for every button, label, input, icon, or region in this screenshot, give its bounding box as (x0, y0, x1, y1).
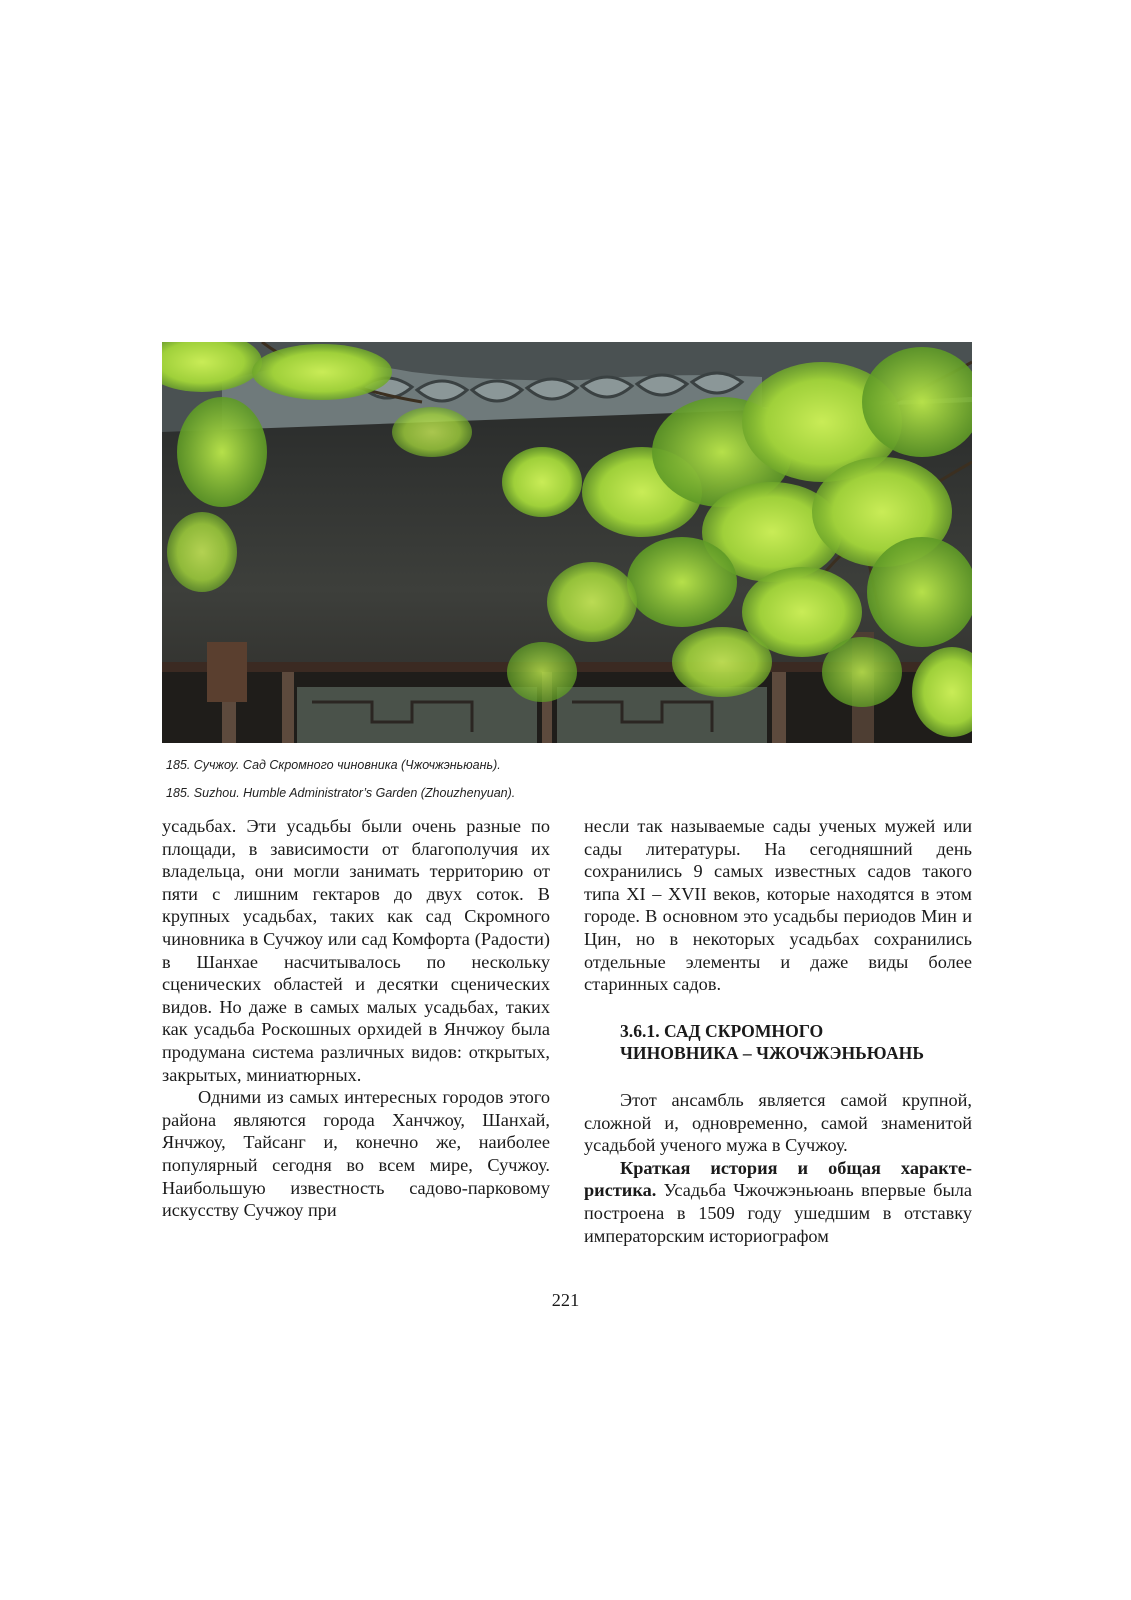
paragraph: несли так называемые сады ученых мужей или сады литературы. На сегодняшний день сохранились 9 самых известных садов такого типа XI – XVII веков, которые находятся в этом городе. В основном это усадьбы периодов Мин и Цин, но в некоторых усадьбах сохранились отдельные элементы и даже виды более старинных садов. (584, 816, 972, 995)
paragraph: Одними из самых интересных городов этого района являются города Ханчжоу, Шанхай, Янчжоу, Тайсанг и, конечно же, наиболее популярный сегодня во всем мире, Сучжоу. Наибольшую известность садово-парковому искусству Сучжоу при (162, 1087, 550, 1221)
section-heading-line: ЧИНОВНИКА – ЧЖОЧЖЭНЬЮАНЬ (620, 1043, 924, 1064)
section-heading (584, 1020, 972, 1065)
paragraph-lead: Краткая история и общая характеристика. (584, 1157, 972, 1201)
paragraph: усадьбах. Эти усадьбы были очень разные по площади, в зависимости от благополучия их владельца, они могли занимать территорию от пяти с лишним гектаров до двух соток. В крупных усадьбах, таких как сад Скромного чиновника в Сучжоу или сад Комфорта (Радости) в Шанхае насчитывалось по нескольку сценических областей и десятки сценических видов. Но даже в самых малых усадьбах, таких как усадьба Роскошных орхидей в Янчжоу была продумана система различных видов: открытых, закрытых, миниатюрных. (162, 816, 550, 1085)
figure-caption-ru: 185. Сучжоу. Сад Скромного чиновника (Чжочжэньюань). (166, 758, 501, 772)
garden-photo (162, 342, 972, 743)
text-column-right (584, 815, 972, 1247)
page-number: 221 (551, 1290, 580, 1310)
paragraph: Этот ансамбль является самой крупной, сложной и, одновременно, самой знаменитой усадьбой ученого мужа в Сучжоу. (584, 1089, 972, 1156)
text-column-left (162, 815, 550, 1222)
paragraph-text: Усадьба Чжочжэньюань впервые была построена в 1509 году ушедшим в отставку императорским историографом (584, 1180, 972, 1246)
paragraph (584, 1157, 972, 1247)
section-heading-line: 3.6.1. САД СКРОМНОГО (620, 1020, 824, 1041)
figure-caption-en: 185. Suzhou. Humble Administrator’s Garden (Zhouzhenyuan). (166, 786, 516, 800)
